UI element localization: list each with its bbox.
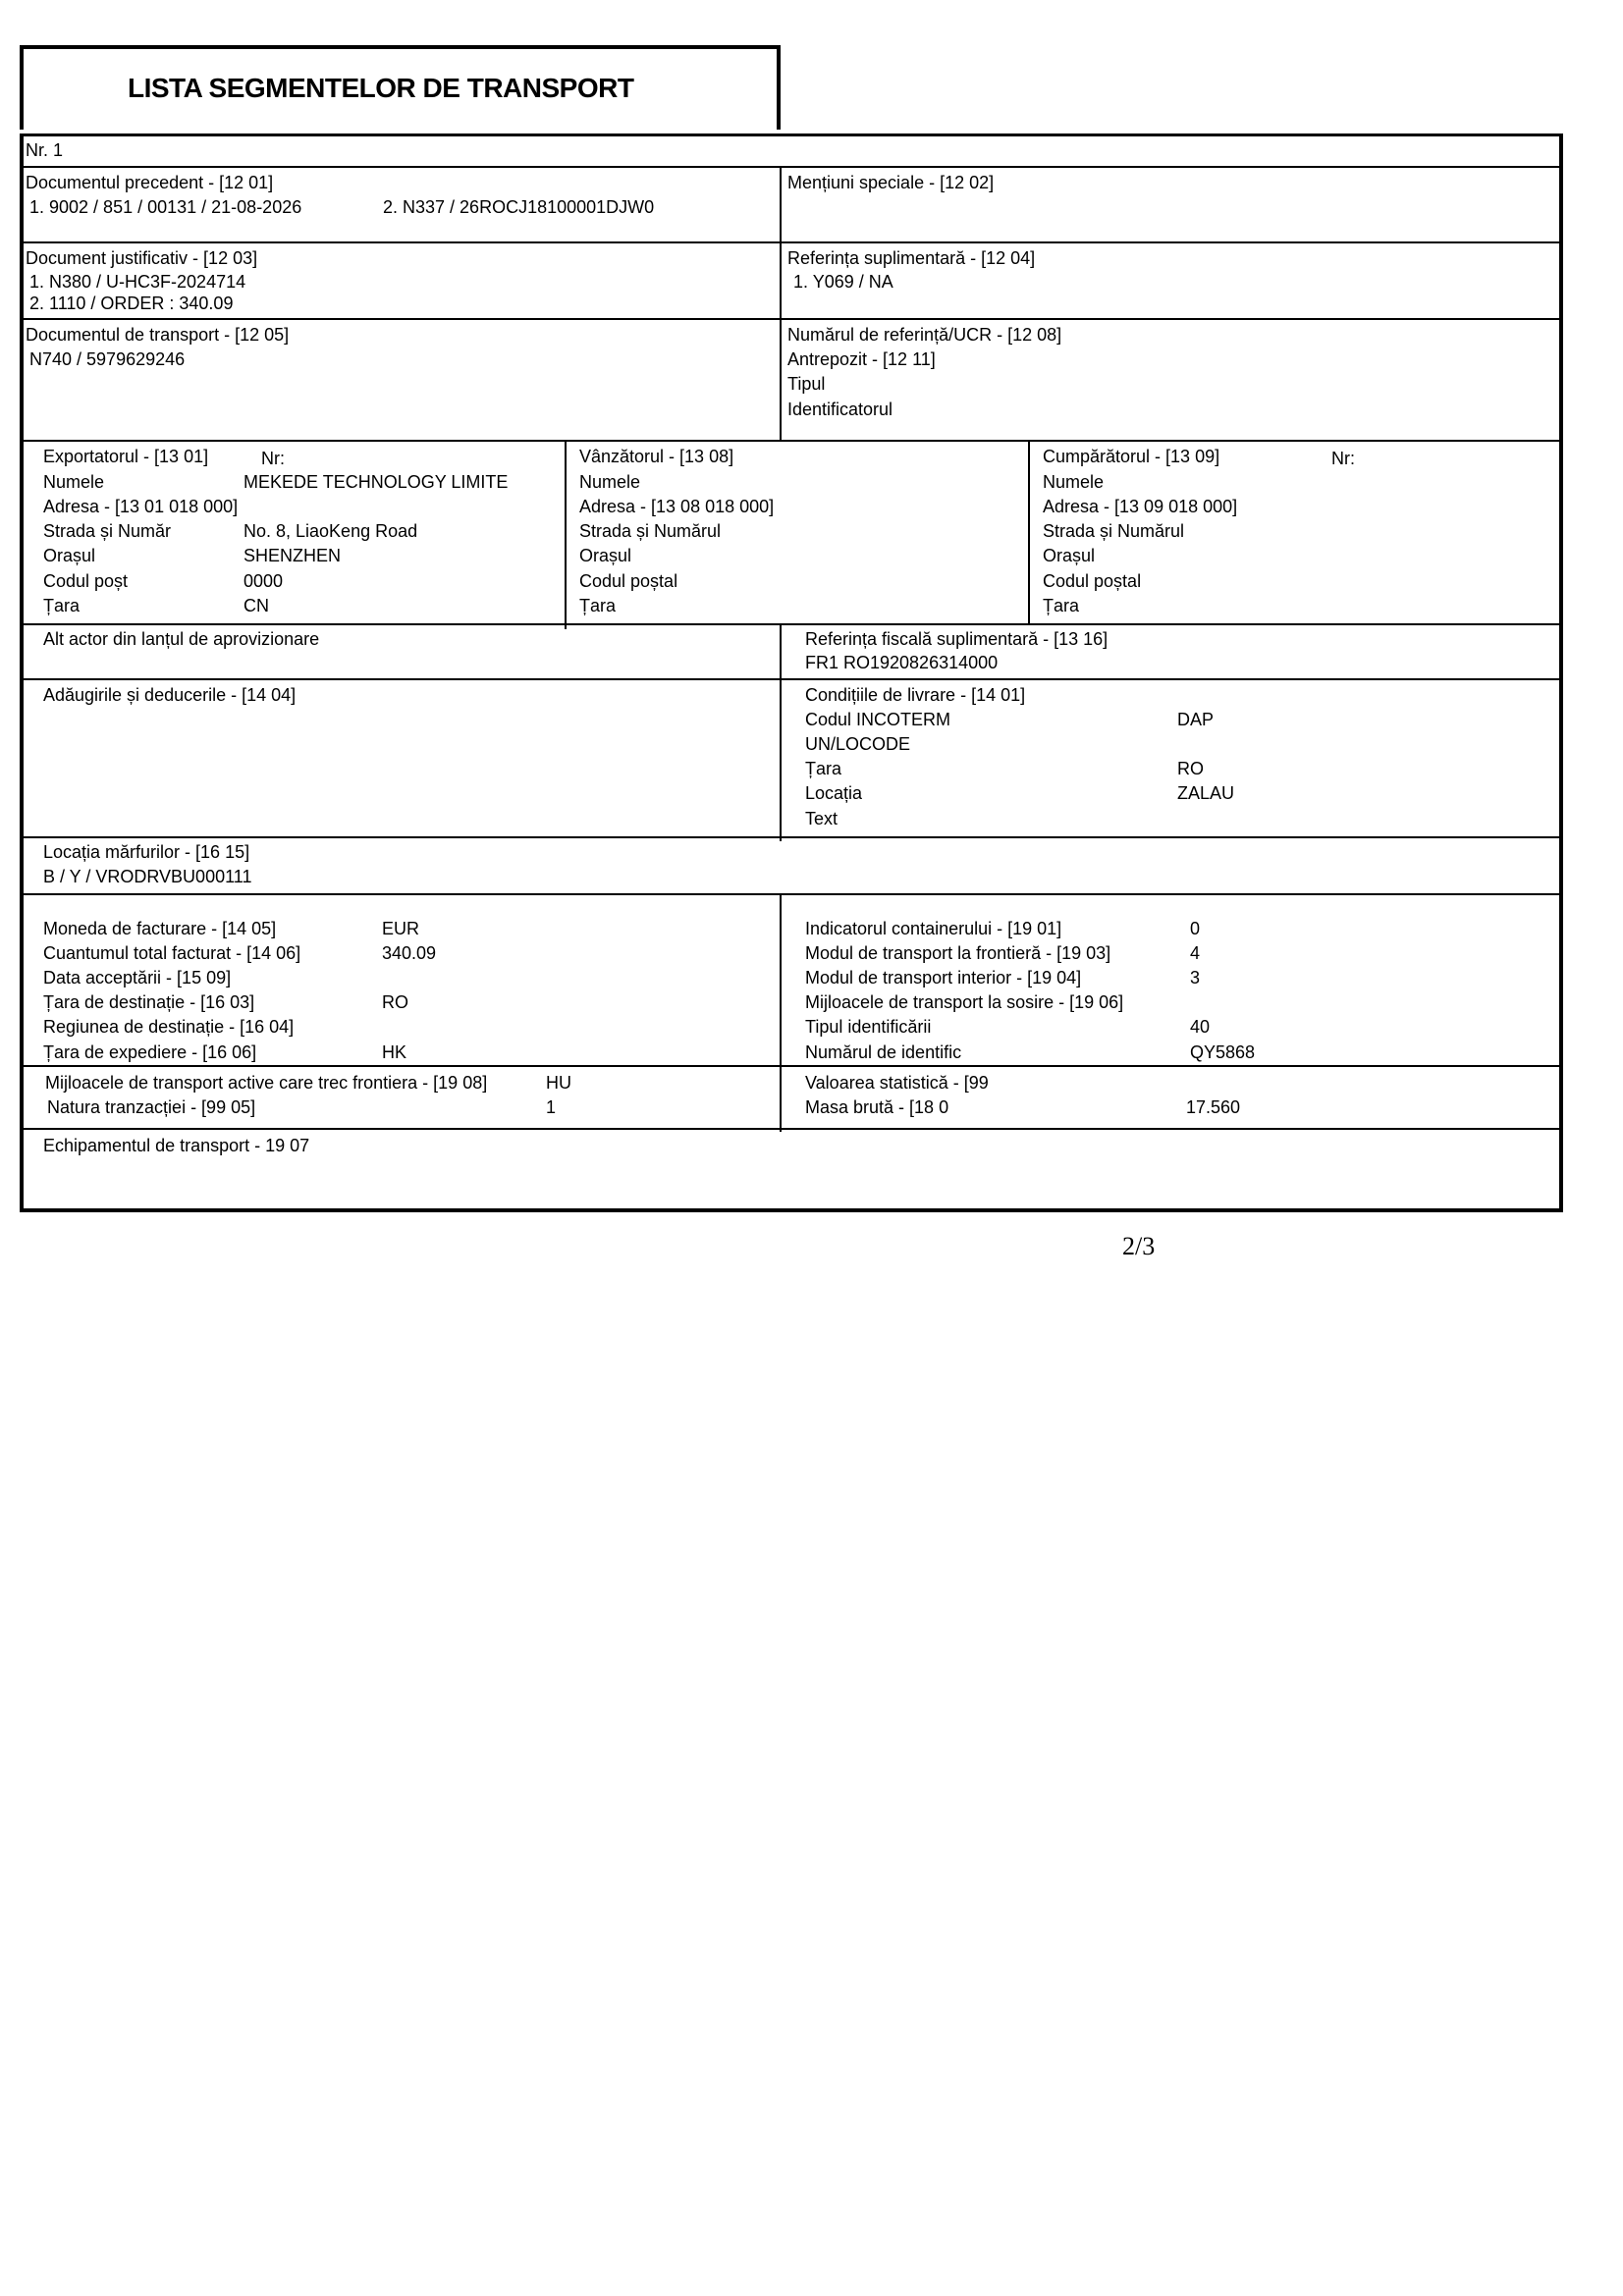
conditii-label: Condițiile de livrare - [14 01]: [805, 685, 1026, 705]
cumparator-numele-label: Numele: [1043, 472, 1105, 492]
mijloace-sosire-label: Mijloacele de transport la sosire - [19 06]: [805, 992, 1124, 1012]
tipul-label: Tipul: [787, 374, 826, 394]
vanzator-oras-label: Orașul: [579, 546, 632, 565]
mijloace-active-label: Mijloacele de transport active care trec frontiera - [19 08]: [45, 1073, 488, 1093]
conditii-tara-label: Țara: [805, 759, 842, 778]
mod-frontiera-label: Modul de transport la frontieră - [19 03]: [805, 943, 1111, 963]
data-acceptarii-label: Data acceptării - [15 09]: [43, 968, 232, 988]
exportator-oras-label: Orașul: [43, 546, 96, 565]
regiunea-destinatie-label: Regiunea de destinație - [16 04]: [43, 1017, 295, 1037]
cumparator-nr-label: Nr:: [1331, 449, 1355, 468]
column-divider: [780, 893, 782, 1132]
vanzator-cod-label: Codul poștal: [579, 571, 678, 591]
conditii-text-label: Text: [805, 809, 839, 828]
exportator-label: Exportatorul - [13 01]: [43, 447, 209, 466]
cuantum-label: Cuantumul total facturat - [14 06]: [43, 943, 301, 963]
cumparator-strada-label: Strada și Numărul: [1043, 521, 1185, 541]
column-divider: [780, 623, 782, 841]
exportator-nr-label: Nr:: [261, 449, 285, 468]
exportator-adresa-label: Adresa - [13 01 018 000]: [43, 497, 239, 516]
natura-tranzactiei-value: 1: [546, 1097, 557, 1117]
column-divider: [1028, 440, 1030, 623]
column-divider: [780, 166, 782, 440]
adaugiri-label: Adăugirile și deducerile - [14 04]: [43, 685, 297, 705]
tara-destinatie-label: Țara de destinație - [16 03]: [43, 992, 255, 1012]
vanzator-strada-label: Strada și Numărul: [579, 521, 722, 541]
mentiuni-label: Mențiuni speciale - [12 02]: [787, 173, 995, 192]
masa-bruta-value: 17.560: [1186, 1097, 1241, 1117]
antrepozit-label: Antrepozit - [12 11]: [787, 349, 936, 369]
numar-identificare-label: Numărul de identific: [805, 1042, 962, 1062]
exportator-tara-label: Țara: [43, 596, 81, 615]
ucr-label: Numărul de referință/UCR - [12 08]: [787, 325, 1062, 345]
locatia-marfurilor-label: Locația mărfurilor - [16 15]: [43, 842, 250, 862]
vanzator-tara-label: Țara: [579, 596, 617, 615]
valoare-statistica-label: Valoarea statistică - [99: [805, 1073, 989, 1093]
mod-interior-label: Modul de transport interior - [19 04]: [805, 968, 1082, 988]
conditii-tara-value: RO: [1177, 759, 1204, 778]
exportator-numele: MEKEDE TECHNOLOGY LIMITE: [243, 472, 509, 492]
row-divider: [22, 1065, 1561, 1067]
column-divider: [565, 440, 567, 629]
page-title: LISTA SEGMENTELOR DE TRANSPORT: [128, 73, 634, 103]
identificatorul-label: Identificatorul: [787, 400, 893, 419]
cuantum-value: 340.09: [382, 943, 437, 963]
locatia-marfurilor-value: B / Y / VRODRVBU000111: [43, 867, 252, 886]
doc-precedent-label: Documentul precedent - [12 01]: [26, 173, 274, 192]
cumparator-cod-label: Codul poștal: [1043, 571, 1142, 591]
doc-justificativ-label: Document justificativ - [12 03]: [26, 248, 258, 268]
referinta-supl-item-1: 1. Y069 / NA: [793, 272, 893, 292]
doc-transport-value: N740 / 5979629246: [29, 349, 186, 369]
doc-justificativ-item-2: 2. 1110 / ORDER : 340.09: [29, 294, 234, 313]
masa-bruta-label: Masa brută - [18 0: [805, 1097, 949, 1117]
row-divider: [22, 318, 1561, 320]
exportator-numele-label: Numele: [43, 472, 105, 492]
echipament-label: Echipamentul de transport - 19 07: [43, 1136, 310, 1155]
exportator-cod-label: Codul poșt: [43, 571, 129, 591]
vanzator-adresa-label: Adresa - [13 08 018 000]: [579, 497, 775, 516]
cumparator-oras-label: Orașul: [1043, 546, 1096, 565]
exportator-cod: 0000: [243, 571, 284, 591]
cumparator-tara-label: Țara: [1043, 596, 1080, 615]
tip-identificare-value: 40: [1190, 1017, 1211, 1037]
exportator-strada: No. 8, LiaoKeng Road: [243, 521, 418, 541]
container-label: Indicatorul containerului - [19 01]: [805, 919, 1062, 938]
tip-identificare-label: Tipul identificării: [805, 1017, 932, 1037]
doc-justificativ-item-1: 1. N380 / U-HC3F-2024714: [29, 272, 246, 292]
row-divider: [22, 166, 1561, 168]
unlocode-label: UN/LOCODE: [805, 734, 911, 754]
mijloace-active-value: HU: [546, 1073, 571, 1093]
tara-expediere-value: HK: [382, 1042, 407, 1062]
record-number: Nr. 1: [26, 140, 64, 160]
row-divider: [22, 836, 1561, 838]
doc-precedent-item-1: 1. 9002 / 851 / 00131 / 21-08-2026: [29, 197, 302, 217]
conditii-locatia-label: Locația: [805, 783, 863, 803]
mod-frontiera-value: 4: [1190, 943, 1201, 963]
page-number: 2/3: [1122, 1232, 1156, 1260]
row-divider: [22, 440, 1561, 442]
tara-expediere-label: Țara de expediere - [16 06]: [43, 1042, 257, 1062]
numar-identificare-value: QY5868: [1190, 1042, 1256, 1062]
vanzator-label: Vânzătorul - [13 08]: [579, 447, 734, 466]
exportator-strada-label: Strada și Număr: [43, 521, 172, 541]
natura-tranzactiei-label: Natura tranzacției - [99 05]: [47, 1097, 256, 1117]
row-divider: [22, 623, 1561, 625]
tara-destinatie-value: RO: [382, 992, 408, 1012]
exportator-oras: SHENZHEN: [243, 546, 342, 565]
exportator-tara: CN: [243, 596, 269, 615]
incoterm-value: DAP: [1177, 710, 1215, 729]
incoterm-label: Codul INCOTERM: [805, 710, 951, 729]
row-divider: [22, 893, 1561, 895]
alt-actor-label: Alt actor din lanțul de aprovizionare: [43, 629, 320, 649]
doc-transport-label: Documentul de transport - [12 05]: [26, 325, 290, 345]
container-value: 0: [1190, 919, 1201, 938]
ref-fiscala-label: Referința fiscală suplimentară - [13 16]: [805, 629, 1109, 649]
referinta-supl-label: Referința suplimentară - [12 04]: [787, 248, 1036, 268]
moneda-value: EUR: [382, 919, 420, 938]
cumparator-label: Cumpărătorul - [13 09]: [1043, 447, 1220, 466]
mod-interior-value: 3: [1190, 968, 1201, 988]
doc-precedent-item-2: 2. N337 / 26ROCJ18100001DJW0: [383, 197, 655, 217]
ref-fiscala-value: FR1 RO1920826314000: [805, 653, 999, 672]
moneda-label: Moneda de facturare - [14 05]: [43, 919, 277, 938]
conditii-locatia-value: ZALAU: [1177, 783, 1235, 803]
vanzator-numele-label: Numele: [579, 472, 641, 492]
cumparator-adresa-label: Adresa - [13 09 018 000]: [1043, 497, 1238, 516]
row-divider: [22, 1128, 1561, 1130]
row-divider: [22, 678, 1561, 680]
row-divider: [22, 241, 1561, 243]
